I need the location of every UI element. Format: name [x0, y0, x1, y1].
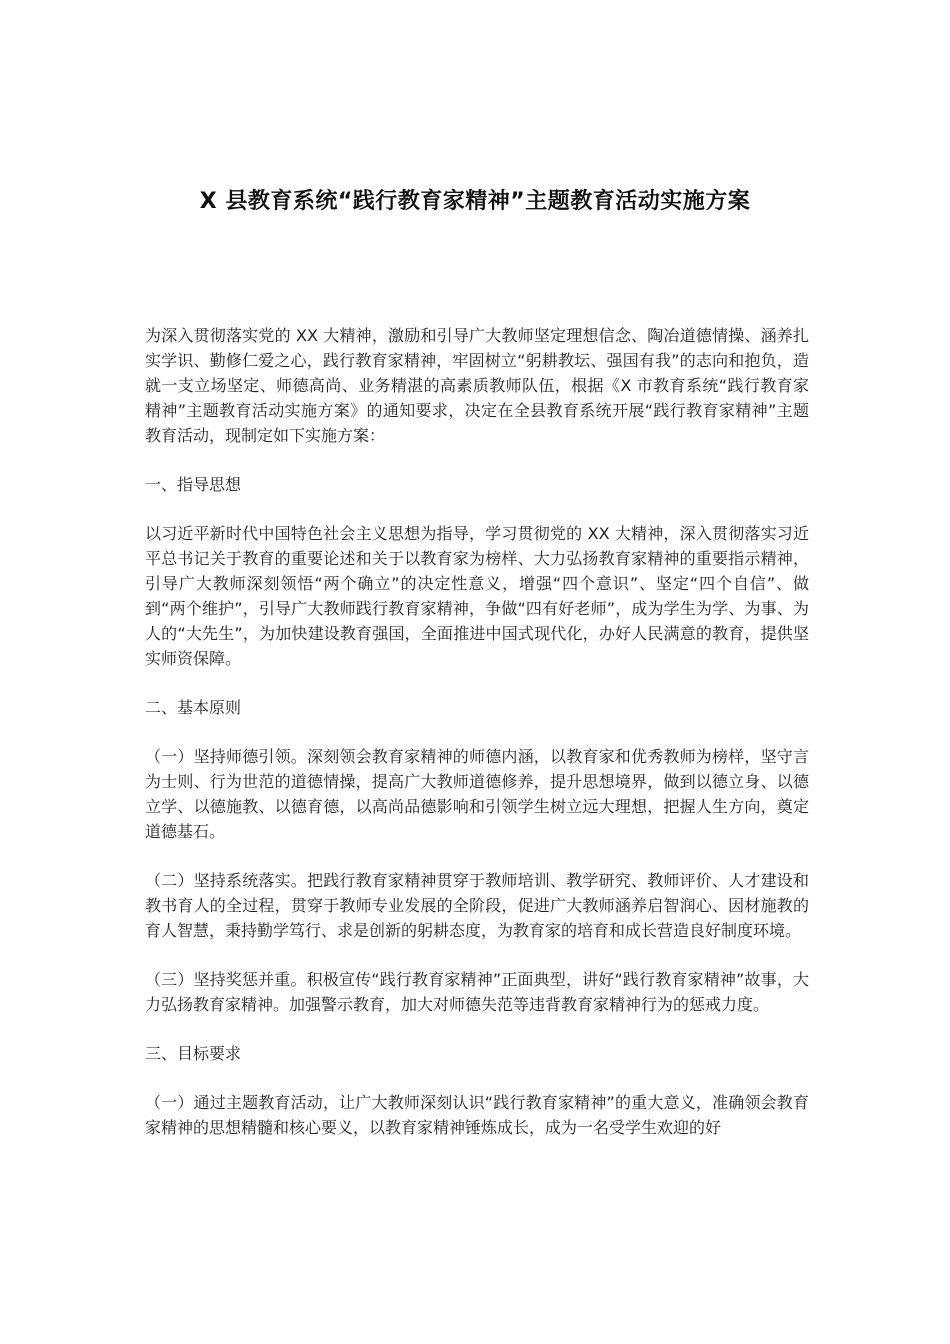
section-heading-goals: 三、目标要求 [145, 1044, 242, 1063]
intro-paragraph: 为深入贯彻落实党的 XX 大精神，激励和引导广大教师坚定理想信念、陶冶道德情操、涵养扎实学识、勤修仁爱之心，践行教育家精神，牢固树立“躬耕教坛、强国有我”的志向和抱负，造就一支立场坚定、师德高尚、业务精湛的高素质教师队伍，根据《X 市教育系统“践行教育家精神”主题教育活动实施方案》的通知要求，决定在全县教育系统开展“践行教育家精神”主题教育活动，现制定如下实施方案： [145, 326, 809, 445]
document-title: X 县教育系统“践行教育家精神”主题教育活动实施方案 [199, 189, 751, 214]
principle-paragraph-3: （三）坚持奖惩并重。积极宣传“践行教育家精神”正面典型，讲好“践行教育家精神”故事，大力弘扬教育家精神。加强警示教育，加大对师德失范等违背教育家精神行为的惩戒力度。 [145, 970, 809, 1014]
principle-paragraph-2: （二）坚持系统落实。把践行教育家精神贯穿于教师培训、教学研究、教师评价、人才建设和教书育人的全过程，贯穿于教师专业发展的全阶段，促进广大教师涵养启智润心、因材施教的育人智慧，秉持勤学笃行、求是创新的躬耕态度，为教育家的培育和成长营造良好制度环境。 [145, 871, 809, 940]
principle-paragraph-1: （一）坚持师德引领。深刻领会教育家精神的师德内涵，以教育家和优秀教师为榜样，坚守言为士则、行为世范的道德情操，提高广大教师道德修养，提升思想境界，做到以德立身、以德立学、以德施教、以德育德，以高尚品德影响和引领学生树立远大理想，把握人生方向，奠定道德基石。 [145, 747, 809, 841]
goal-paragraph-1: （一）通过主题教育活动，让广大教师深刻认识“践行教育家精神”的重大意义，准确领会教育家精神的思想精髓和核心要义，以教育家精神锤炼成长，成为一名受学生欢迎的好 [145, 1093, 809, 1137]
section-heading-guiding-ideology: 一、指导思想 [145, 475, 242, 494]
document-body [145, 323, 809, 1164]
guiding-ideology-paragraph: 以习近平新时代中国特色社会主义思想为指导，学习贯彻党的 XX 大精神，深入贯彻落实习近平总书记关于教育的重要论述和关于以教育家为榜样、大力弘扬教育家精神的重要指示精神，引导广大教师深刻领悟“两个确立”的决定性意义，增强“四个意识”、坚定“四个自信”、做到“两个维护”，引导广大教师践行教育家精神，争做“四有好老师”，成为学生为学、为事、为人的“大先生”，为加快建设教育强国，全面推进中国式现代化，办好人民满意的教育，提供坚实师资保障。 [145, 524, 809, 668]
section-heading-basic-principles: 二、基本原则 [145, 698, 242, 717]
